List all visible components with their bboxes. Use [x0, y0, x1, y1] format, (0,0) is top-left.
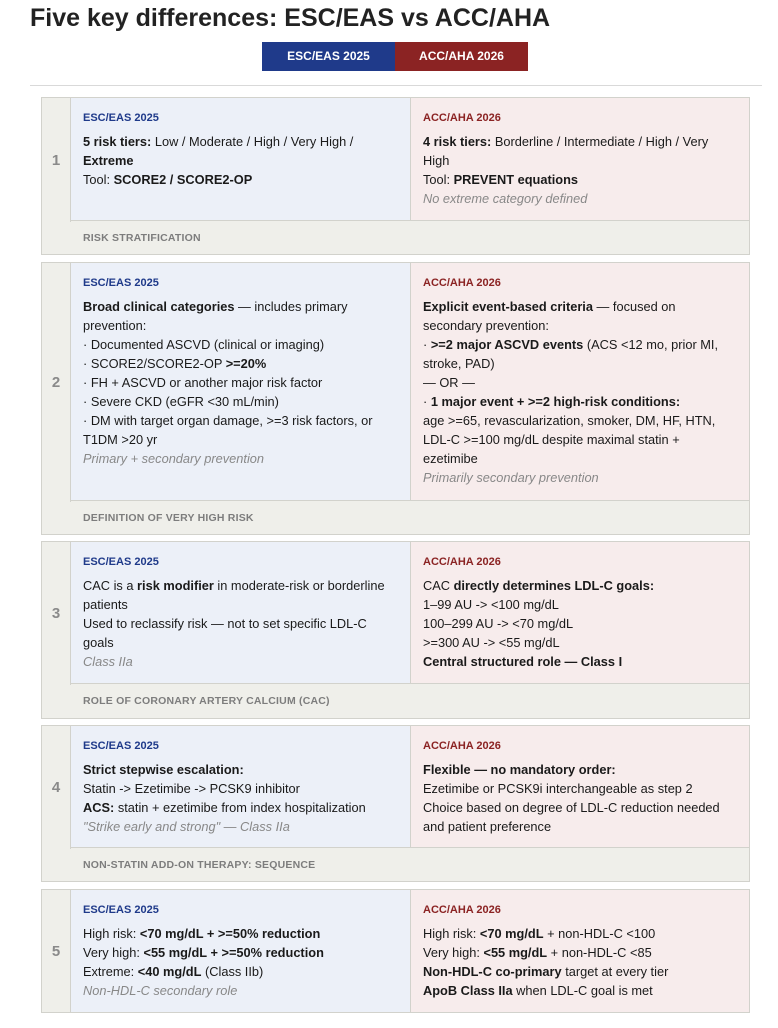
esc-cell-header: ESC/EAS 2025 [83, 904, 159, 916]
esc-cell [71, 263, 411, 502]
comparison-block-3 [41, 541, 750, 719]
row-number: 1 [42, 98, 71, 222]
cell-line: Very high: <55 mg/dL + non-HDL-C <85 [423, 945, 652, 960]
cell-line: · Documented ASCVD (clinical or imaging) [83, 337, 325, 352]
acc-cell-header: ACC/AHA 2026 [423, 277, 501, 289]
cell-line: ApoB Class IIa when LDL-C goal is met [423, 983, 653, 998]
cell-line: Tool: PREVENT equations [423, 172, 579, 187]
cell-line: CAC directly determines LDL-C goals: [423, 578, 655, 593]
cell-line: Central structured role — Class I [423, 654, 623, 669]
cell-line: Extreme: <40 mg/dL (Class IIb) [83, 964, 264, 979]
cell-line: · >=2 major ASCVD events (ACS <12 mo, prior MI, stroke, PAD) [423, 337, 719, 371]
legend [262, 42, 528, 71]
esc-cell-header: ESC/EAS 2025 [83, 556, 159, 568]
acc-cell-header: ACC/AHA 2026 [423, 904, 501, 916]
divider [30, 85, 762, 86]
cell-line: Non-HDL-C co-primary target at every tier [423, 964, 669, 979]
cell-note: No extreme category defined [423, 191, 588, 206]
acc-cell [411, 726, 749, 849]
esc-cell-header: ESC/EAS 2025 [83, 277, 159, 289]
esc-cell [71, 726, 411, 849]
legend-esc: ESC/EAS 2025 [262, 42, 395, 71]
row-number: 4 [42, 726, 71, 849]
cell-line: High risk: <70 mg/dL + >=50% reduction [83, 926, 321, 941]
row-number: 5 [42, 890, 71, 1012]
category-label: DEFINITION OF VERY HIGH RISK [71, 500, 749, 534]
cell-line: — OR — [423, 375, 475, 390]
cell-note: Non-HDL-C secondary role [83, 983, 238, 998]
cell-line: Flexible — no mandatory order: [423, 762, 616, 777]
cell-line: · FH + ASCVD or another major risk factor [83, 375, 323, 390]
comparison-block-5 [41, 889, 750, 1013]
cell-line: · 1 major event + >=2 high-risk conditions: [423, 394, 681, 409]
esc-cell [71, 890, 411, 1012]
acc-cell [411, 98, 749, 222]
category-label: RISK STRATIFICATION [71, 220, 749, 254]
acc-cell-header: ACC/AHA 2026 [423, 112, 501, 124]
cell-line: Used to reclassify risk — not to set specific LDL-C goals [83, 616, 367, 650]
cell-note: Class IIa [83, 654, 133, 669]
comparison-block-2 [41, 262, 750, 535]
acc-cell-header: ACC/AHA 2026 [423, 556, 501, 568]
esc-cell-header: ESC/EAS 2025 [83, 740, 159, 752]
cell-note: Primarily secondary prevention [423, 470, 599, 485]
acc-cell [411, 542, 749, 685]
cell-line: Explicit event-based criteria — focused on secondary prevention: [423, 299, 676, 333]
cell-line: 100–299 AU -> <70 mg/dL [423, 616, 574, 631]
cell-line: Tool: SCORE2 / SCORE2-OP [83, 172, 253, 187]
comparison-block-4 [41, 725, 750, 882]
cell-line: Strict stepwise escalation: [83, 762, 244, 777]
cell-line: age >=65, revascularization, smoker, DM, HF, HTN, LDL-C >=100 mg/dL despite maximal statin + ezetimibe [423, 413, 716, 466]
cell-line: >=300 AU -> <55 mg/dL [423, 635, 560, 650]
cell-note: "Strike early and strong" — Class IIa [83, 819, 290, 834]
category-label: NON-STATIN ADD-ON THERAPY: SEQUENCE [71, 847, 749, 881]
cell-line: · DM with target organ damage, >=3 risk factors, or T1DM >20 yr [83, 413, 373, 447]
cell-line: Broad clinical categories — includes primary prevention: [83, 299, 348, 333]
page-title: Five key differences: ESC/EAS vs ACC/AHA [30, 4, 551, 32]
cell-line: High risk: <70 mg/dL + non-HDL-C <100 [423, 926, 656, 941]
cell-line: 1–99 AU -> <100 mg/dL [423, 597, 559, 612]
cell-line: Very high: <55 mg/dL + >=50% reduction [83, 945, 324, 960]
cell-line: 5 risk tiers: Low / Moderate / High / Very High / Extreme [83, 134, 354, 168]
acc-cell [411, 263, 749, 502]
cell-line: 4 risk tiers: Borderline / Intermediate / High / Very High [423, 134, 709, 168]
legend-acc: ACC/AHA 2026 [395, 42, 528, 71]
acc-cell [411, 890, 749, 1012]
cell-note: Primary + secondary prevention [83, 451, 265, 466]
cell-line: · SCORE2/SCORE2-OP >=20% [83, 356, 267, 371]
row-number: 2 [42, 263, 71, 502]
cell-line: Ezetimibe or PCSK9i interchangeable as step 2 [423, 781, 693, 796]
category-label: ROLE OF CORONARY ARTERY CALCIUM (CAC) [71, 683, 749, 718]
cell-line: · Severe CKD (eGFR <30 mL/min) [83, 394, 279, 409]
esc-cell [71, 542, 411, 685]
esc-cell [71, 98, 411, 222]
cell-line: ACS: statin + ezetimibe from index hospitalization [83, 800, 366, 815]
cell-line: Statin -> Ezetimibe -> PCSK9 inhibitor [83, 781, 300, 796]
comparison-block-1 [41, 97, 750, 255]
esc-cell-header: ESC/EAS 2025 [83, 112, 159, 124]
row-number: 3 [42, 542, 71, 685]
cell-line: Choice based on degree of LDL-C reduction needed and patient preference [423, 800, 720, 834]
cell-line: CAC is a risk modifier in moderate-risk or borderline patients [83, 578, 385, 612]
acc-cell-header: ACC/AHA 2026 [423, 740, 501, 752]
